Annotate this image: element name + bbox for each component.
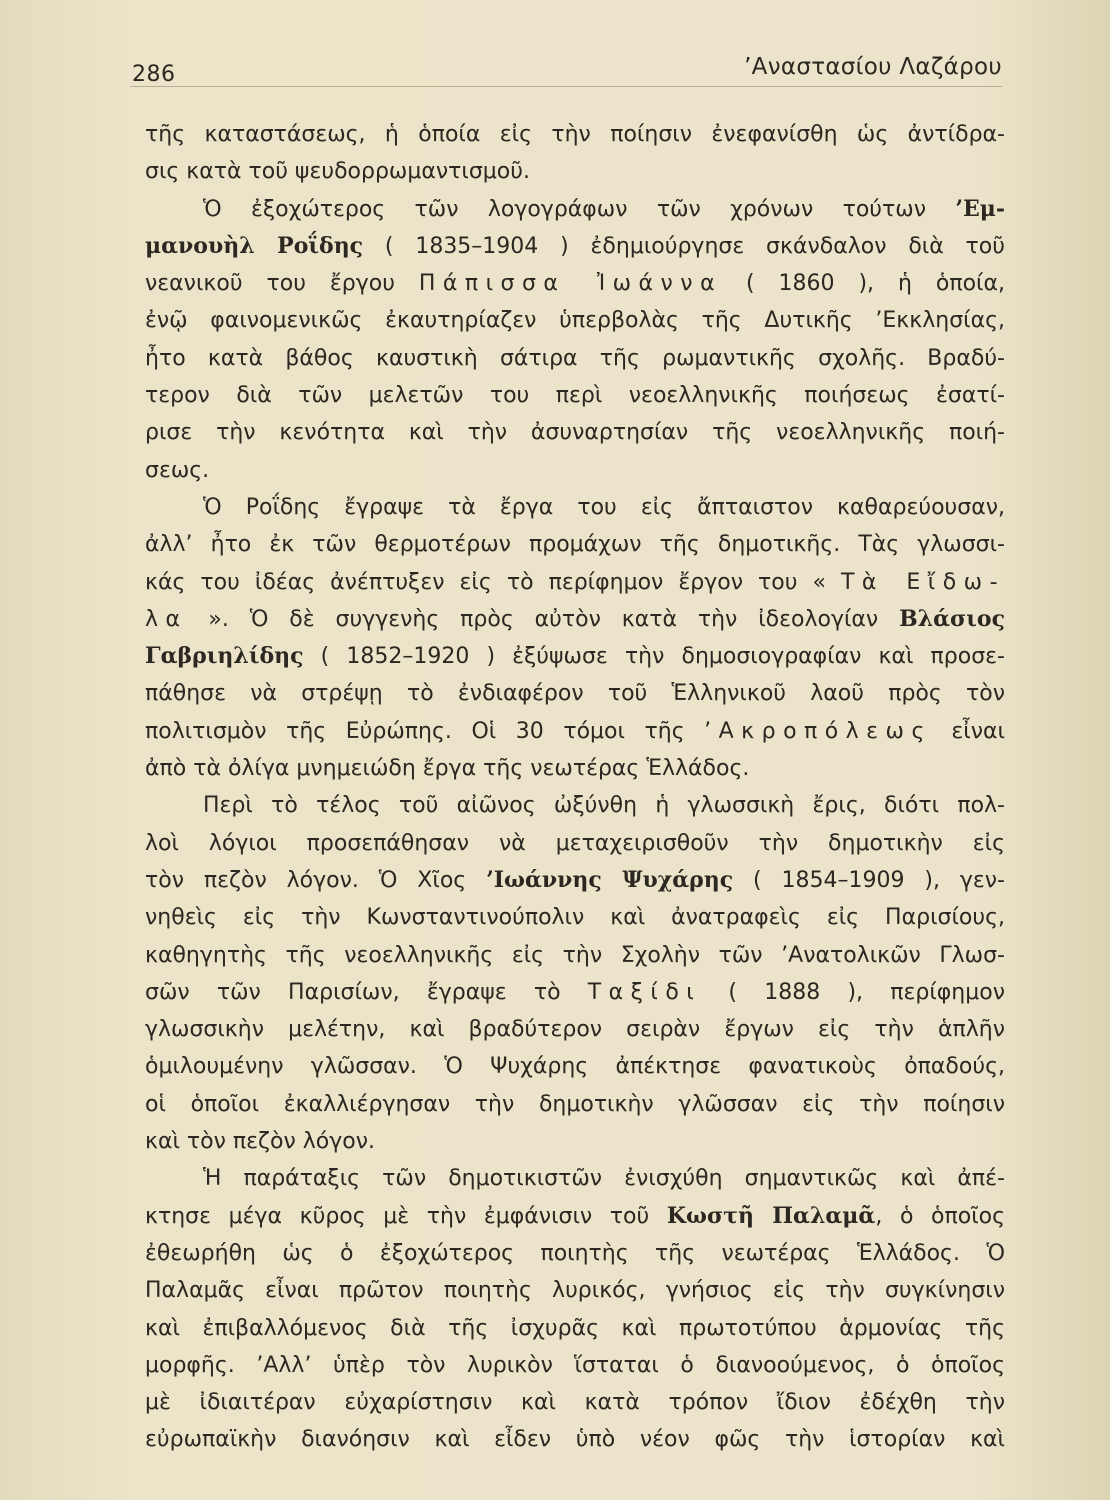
text-line: [145, 787, 1005, 824]
text-span: ὁμιλουμένην γλῶσσαν. Ὁ Ψυχάρης ἀπέκτησε φανατικοὺς ὀπαδούς,: [145, 1054, 1005, 1080]
text-span: μορφῆς. ’Αλλ’ ὑπὲρ τὸν λυρικὸν ἵσταται ὁ διανοούμενος, ὁ ὁποῖος: [145, 1352, 1005, 1378]
text-line: [145, 489, 1005, 526]
text-span: Ὁ ἐξοχώτερος τῶν λογογράφων τῶν χρόνων τούτων: [203, 196, 956, 222]
text-line: [145, 1421, 1005, 1458]
text-span: ( 1854–1909 ), γεν-: [733, 867, 1005, 893]
text-span: καθηγητὴς τῆς νεοελληνικῆς εἰς τὴν Σχολὴν τῶν ’Ανατολικῶν Γλωσ-: [145, 942, 1005, 968]
text-span: ( 1888 ), περίφημον: [701, 979, 1005, 1005]
text-line: [145, 1272, 1005, 1309]
text-span: καὶ τὸν πεζὸν λόγον.: [145, 1129, 375, 1155]
text-span: λοὶ λόγιοι προσεπάθησαν νὰ μεταχειρισθοῦν τὴν δημοτικὴν εἰς: [145, 830, 1005, 856]
text-line: [145, 899, 1005, 936]
text-span: τῆς καταστάσεως, ἡ ὁποία εἰς τὴν ποίησιν ἐνεφανίσθη ὡς ἀντίδρα-: [145, 122, 1005, 147]
text-line: [145, 265, 1005, 302]
text-line: [145, 116, 1005, 153]
text-line: [145, 862, 1005, 899]
text-line: [145, 564, 1005, 601]
spaced-title: ’Ακροπόλεως: [704, 718, 932, 744]
text-line: [145, 302, 1005, 339]
bold-name: ’Ιωάννης Ψυχάρης: [486, 866, 734, 893]
text-span: ἐνῷ φαινομενικῶς ἐκαυτηρίαζεν ὑπερβολὰς τῆς Δυτικῆς ’Εκκλησίας,: [145, 308, 1005, 334]
bold-name: ’Εμ-: [955, 195, 1005, 222]
text-span: τὸν πεζὸν λόγον. Ὁ Χῖος: [145, 867, 487, 893]
text-span: κάς του ἰδέας ἀνέπτυξεν εἰς τὸ περίφημον ἔργον του «: [145, 569, 841, 595]
text-line: [145, 675, 1005, 712]
text-line: [145, 228, 1005, 265]
text-line: [145, 526, 1005, 563]
text-span: κτησε μέγα κῦρος μὲ τὴν ἐμφάνισιν τοῦ: [145, 1203, 667, 1229]
text-span: εὐρωπαϊκὴν διανόησιν καὶ εἶδεν ὑπὸ νέον φῶς τὴν ἱστορίαν καὶ: [145, 1427, 1005, 1453]
text-line: [145, 191, 1005, 228]
text-span: πολιτισμὸν τῆς Εὐρώπης. Οἱ 30 τόμοι τῆς: [145, 718, 705, 744]
text-line: [145, 452, 1005, 489]
running-title: ’Αναστασίου Λαζάρου: [744, 54, 1002, 80]
text-span: ἦτο κατὰ βάθος καυστικὴ σάτιρα τῆς ρωμαντικῆς σχολῆς. Βραδύ-: [145, 345, 1005, 371]
text-line: [145, 1086, 1005, 1123]
text-line: [145, 825, 1005, 862]
text-span: ( 1860 ), ἡ ὁποία,: [722, 271, 1005, 297]
text-span: γλωσσικὴν μελέτην, καὶ βραδύτερον σειρὰν ἔργων εἰς τὴν ἁπλῆν: [145, 1017, 1005, 1043]
text-line: [145, 1160, 1005, 1197]
text-span: νεανικοῦ του ἔργου: [145, 271, 419, 297]
text-span: νηθεὶς εἰς τὴν Κωνσταντινούπολιν καὶ ἀνατραφεὶς εἰς Παρισίους,: [145, 905, 1005, 931]
text-line: [145, 750, 1005, 787]
text-span: ». Ὁ δὲ συγγενὴς πρὸς αὐτὸν κατὰ τὴν ἰδεολογίαν: [187, 606, 900, 632]
text-span: καὶ ἐπιβαλλόμενος διὰ τῆς ἰσχυρᾶς καὶ πρωτοτύπου ἁρμονίας τῆς: [145, 1315, 1005, 1341]
text-line: [145, 377, 1005, 414]
text-span: εἶναι: [931, 718, 1005, 744]
spaced-title: Ταξίδι: [587, 979, 702, 1005]
text-span: ρισε τὴν κενότητα καὶ τὴν ἀσυναρτησίαν τῆς νεοελληνικῆς ποιή-: [145, 420, 1005, 446]
text-span: Ὁ Ροΐδης ἔγραψε τὰ ἔργα του εἰς ἄπταιστον καθαρεύουσαν,: [203, 494, 1005, 520]
text-span: , ὁ ὁποῖος: [875, 1203, 1006, 1229]
page-header: [130, 52, 1002, 87]
text-span: Ἡ παράταξις τῶν δημοτικιστῶν ἐνισχύθη σημαντικῶς καὶ ἀπέ-: [203, 1166, 1005, 1192]
text-line: [145, 153, 1005, 190]
text-line: [145, 1384, 1005, 1421]
page-number: 286: [132, 62, 176, 87]
text-line: [145, 1198, 1005, 1235]
bold-name: μανουὴλ Ροΐδης: [145, 232, 364, 259]
text-line: [145, 974, 1005, 1011]
text-span: σεως.: [145, 457, 210, 483]
text-span: σις κατὰ τοῦ ψευδορρωμαντισμοῦ.: [145, 159, 530, 185]
text-span: μὲ ἰδιαιτέραν εὐχαρίστησιν καὶ κατὰ τρόπον ἴδιον ἐδέχθη τὴν: [145, 1390, 1005, 1416]
text-span: Περὶ τὸ τέλος τοῦ αἰῶνος ὠξύνθη ἡ γλωσσικὴ ἔρις, διότι πολ-: [203, 793, 1005, 819]
text-span: ( 1835–1904 ) ἐδημιούργησε σκάνδαλον διὰ τοῦ: [363, 233, 1005, 259]
body-text: [145, 116, 1005, 1459]
bold-name: Κωστῆ Παλαμᾶ: [666, 1202, 876, 1229]
text-span: ἀλλ’ ἦτο ἐκ τῶν θερμοτέρων προμάχων τῆς δημοτικῆς. Τὰς γλωσσι-: [145, 532, 1005, 558]
spaced-title: λα: [145, 606, 188, 632]
text-line: [145, 1310, 1005, 1347]
text-line: [145, 1235, 1005, 1272]
bold-name: Γαβριηλίδης: [145, 643, 304, 670]
text-span: πάθησε νὰ στρέψῃ τὸ ἐνδιαφέρον τοῦ Ἑλληνικοῦ λαοῦ πρὸς τὸν: [145, 681, 1005, 707]
text-span: ἐθεωρήθη ὡς ὁ ἐξοχώτερος ποιητὴς τῆς νεωτέρας Ἑλλάδος. Ὁ: [145, 1240, 1005, 1266]
text-line: [145, 601, 1005, 638]
text-span: ( 1852–1920 ) ἐξύψωσε τὴν δημοσιογραφίαν καὶ προσε-: [303, 644, 1005, 670]
text-line: [145, 1347, 1005, 1384]
text-line: [145, 340, 1005, 377]
bold-name: Βλάσιος: [899, 605, 1005, 632]
text-span: τερον διὰ τῶν μελετῶν του περὶ νεοελληνικῆς ποιήσεως ἐσατί-: [145, 383, 1005, 409]
text-span: Παλαμᾶς εἶναι πρῶτον ποιητὴς λυρικός, γνήσιος εἰς τὴν συγκίνησιν: [145, 1278, 1005, 1304]
spaced-title: Πάπισσα Ἰωάννα: [418, 271, 723, 297]
text-line: [145, 1123, 1005, 1160]
text-line: [145, 414, 1005, 451]
text-span: ἀπὸ τὰ ὀλίγα μνημειώδη ἔργα τῆς νεωτέρας Ἑλλάδος.: [145, 756, 750, 782]
text-span: σῶν τῶν Παρισίων, ἔγραψε τὸ: [145, 979, 588, 1005]
text-line: [145, 937, 1005, 974]
text-line: [145, 1011, 1005, 1048]
text-line: [145, 713, 1005, 750]
text-span: οἱ ὁποῖοι ἐκαλλιέργησαν τὴν δημοτικὴν γλῶσσαν εἰς τὴν ποίησιν: [145, 1091, 1005, 1117]
text-line: [145, 638, 1005, 675]
text-line: [145, 1048, 1005, 1085]
spaced-title: Τὰ Εἴδω-: [841, 569, 1005, 595]
